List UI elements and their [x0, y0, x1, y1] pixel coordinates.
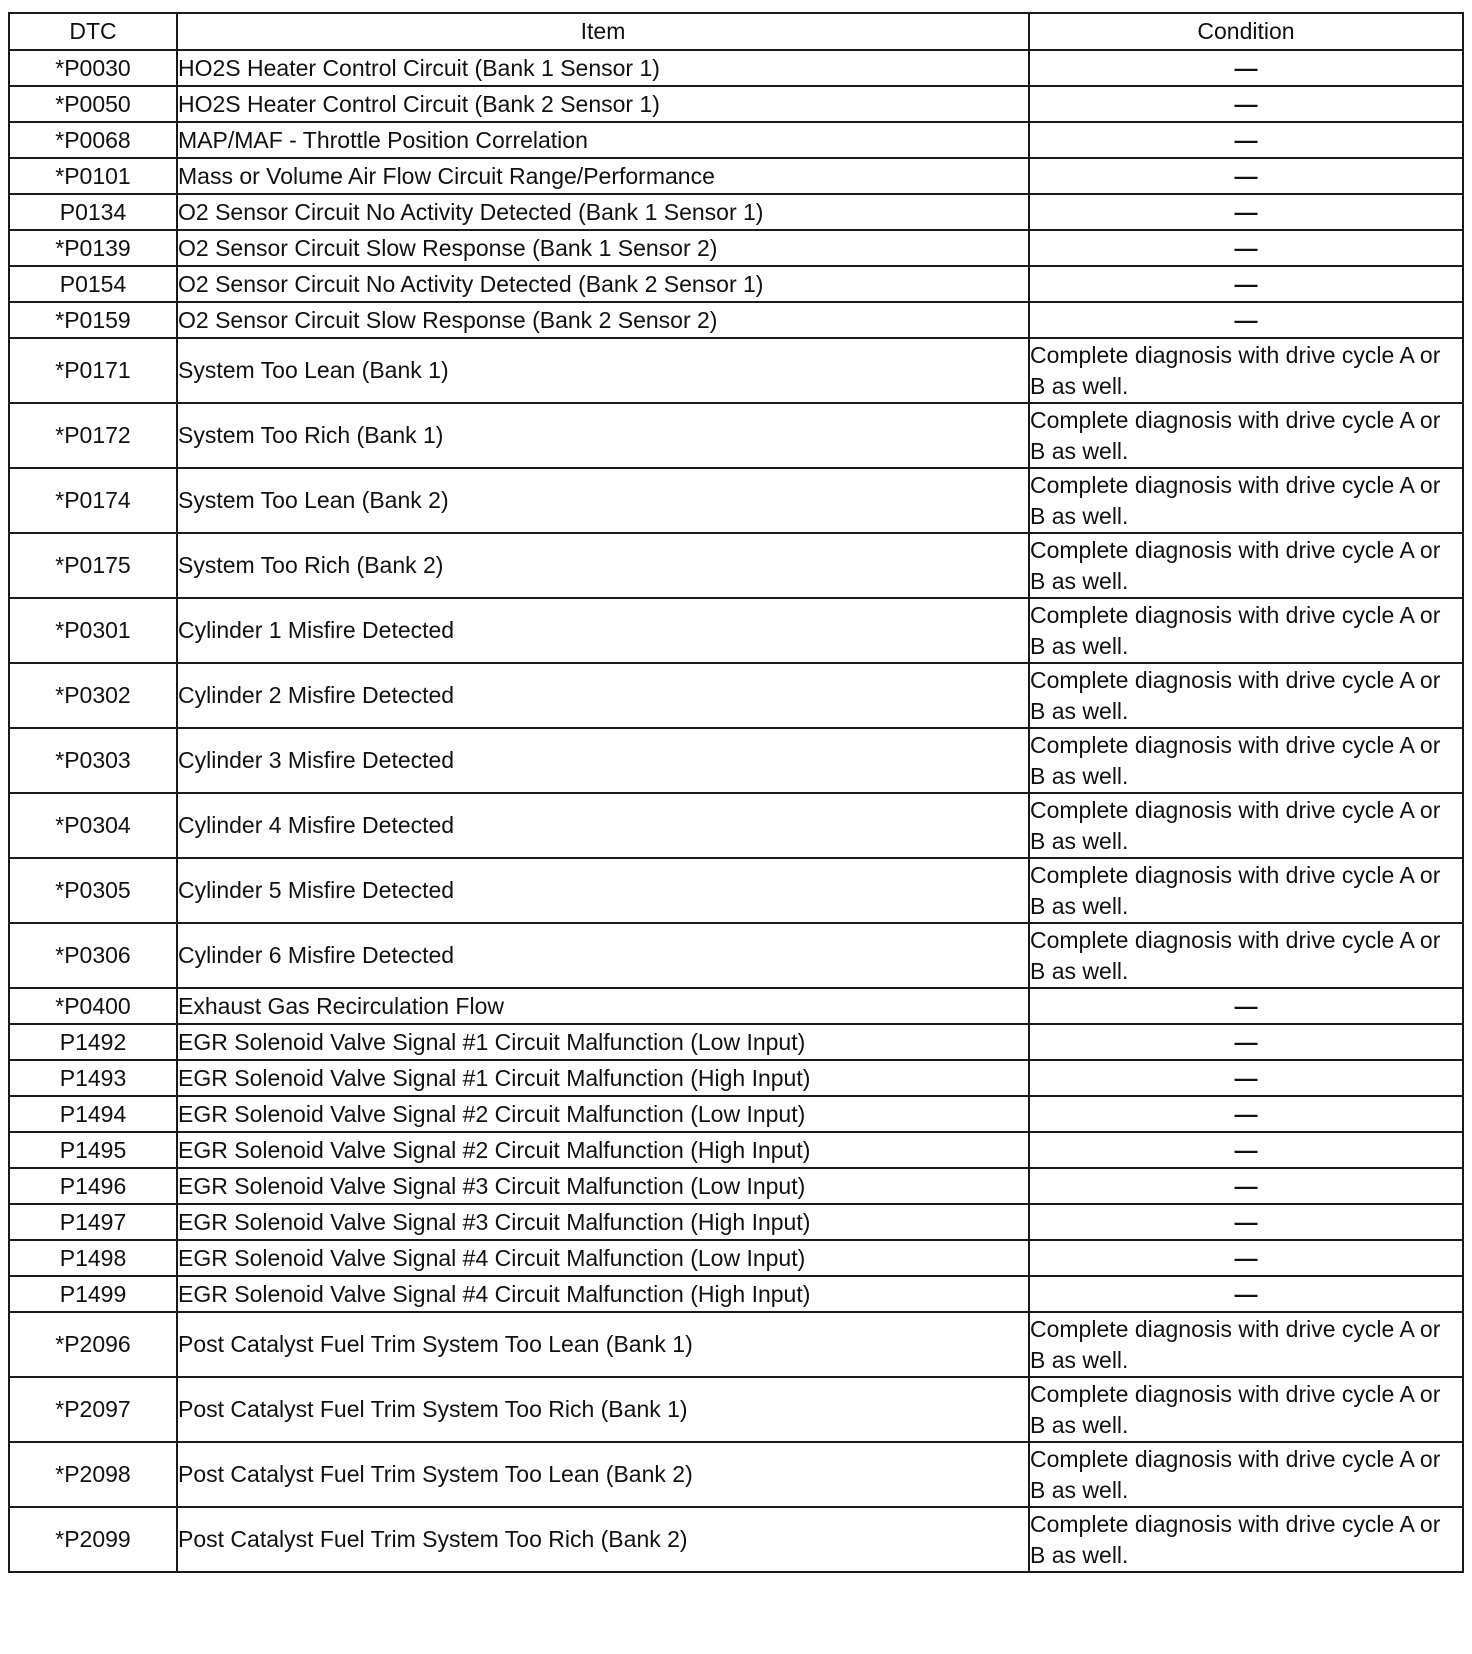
- item-cell: Post Catalyst Fuel Trim System Too Rich (Bank 2): [177, 1507, 1029, 1572]
- dtc-cell: *P0301: [9, 598, 177, 663]
- dtc-cell: *P0302: [9, 663, 177, 728]
- dtc-cell: *P0400: [9, 988, 177, 1024]
- item-cell: System Too Rich (Bank 1): [177, 403, 1029, 468]
- table-row: [9, 302, 1463, 338]
- item-cell: Mass or Volume Air Flow Circuit Range/Performance: [177, 158, 1029, 194]
- condition-cell: [1029, 158, 1463, 194]
- dtc-cell: *P0303: [9, 728, 177, 793]
- condition-cell: Complete diagnosis with drive cycle A or B as well.: [1029, 338, 1463, 403]
- dtc-cell: P1492: [9, 1024, 177, 1060]
- dtc-cell: P0134: [9, 194, 177, 230]
- condition-cell: [1029, 230, 1463, 266]
- dtc-cell: *P0159: [9, 302, 177, 338]
- dtc-cell: *P0030: [9, 50, 177, 86]
- condition-cell: [1029, 194, 1463, 230]
- dtc-cell: P1493: [9, 1060, 177, 1096]
- dtc-cell: *P0172: [9, 403, 177, 468]
- table-row: [9, 1276, 1463, 1312]
- condition-cell: Complete diagnosis with drive cycle A or B as well.: [1029, 728, 1463, 793]
- table-row: [9, 1024, 1463, 1060]
- condition-cell: Complete diagnosis with drive cycle A or B as well.: [1029, 1377, 1463, 1442]
- table-row: [9, 86, 1463, 122]
- condition-dash: —: [1234, 1064, 1258, 1091]
- item-cell: HO2S Heater Control Circuit (Bank 2 Sensor 1): [177, 86, 1029, 122]
- item-cell: O2 Sensor Circuit Slow Response (Bank 1 Sensor 2): [177, 230, 1029, 266]
- dtc-cell: *P0304: [9, 793, 177, 858]
- item-cell: Cylinder 5 Misfire Detected: [177, 858, 1029, 923]
- condition-cell: Complete diagnosis with drive cycle A or B as well.: [1029, 403, 1463, 468]
- condition-cell: [1029, 266, 1463, 302]
- condition-cell: [1029, 1024, 1463, 1060]
- dtc-cell: *P0175: [9, 533, 177, 598]
- dtc-cell: P1498: [9, 1240, 177, 1276]
- dtc-cell: *P0139: [9, 230, 177, 266]
- table-row: [9, 858, 1463, 923]
- condition-dash: —: [1234, 90, 1258, 117]
- column-header-dtc: DTC: [9, 13, 177, 50]
- condition-cell: Complete diagnosis with drive cycle A or B as well.: [1029, 468, 1463, 533]
- condition-dash: —: [1234, 1208, 1258, 1235]
- dtc-table: [8, 12, 1464, 1573]
- table-row: [9, 1096, 1463, 1132]
- table-row: [9, 50, 1463, 86]
- condition-dash: —: [1234, 306, 1258, 333]
- condition-cell: Complete diagnosis with drive cycle A or B as well.: [1029, 923, 1463, 988]
- dtc-cell: P1496: [9, 1168, 177, 1204]
- table-row: [9, 923, 1463, 988]
- item-cell: System Too Lean (Bank 1): [177, 338, 1029, 403]
- item-cell: O2 Sensor Circuit No Activity Detected (Bank 2 Sensor 1): [177, 266, 1029, 302]
- table-row: [9, 1060, 1463, 1096]
- item-cell: Cylinder 4 Misfire Detected: [177, 793, 1029, 858]
- item-cell: Cylinder 3 Misfire Detected: [177, 728, 1029, 793]
- column-header-item: Item: [177, 13, 1029, 50]
- condition-cell: Complete diagnosis with drive cycle A or B as well.: [1029, 858, 1463, 923]
- dtc-cell: P1494: [9, 1096, 177, 1132]
- condition-cell: Complete diagnosis with drive cycle A or B as well.: [1029, 793, 1463, 858]
- condition-cell: [1029, 122, 1463, 158]
- dtc-cell: P1495: [9, 1132, 177, 1168]
- condition-cell: [1029, 1276, 1463, 1312]
- item-cell: O2 Sensor Circuit Slow Response (Bank 2 Sensor 2): [177, 302, 1029, 338]
- table-row: [9, 1377, 1463, 1442]
- condition-dash: —: [1234, 162, 1258, 189]
- column-header-condition: Condition: [1029, 13, 1463, 50]
- item-cell: Cylinder 6 Misfire Detected: [177, 923, 1029, 988]
- condition-dash: —: [1234, 1136, 1258, 1163]
- condition-cell: [1029, 1060, 1463, 1096]
- condition-cell: Complete diagnosis with drive cycle A or B as well.: [1029, 1312, 1463, 1377]
- condition-cell: [1029, 302, 1463, 338]
- condition-cell: [1029, 1204, 1463, 1240]
- dtc-cell: *P2099: [9, 1507, 177, 1572]
- item-cell: Post Catalyst Fuel Trim System Too Lean (Bank 2): [177, 1442, 1029, 1507]
- condition-dash: —: [1234, 1100, 1258, 1127]
- dtc-cell: P1497: [9, 1204, 177, 1240]
- dtc-cell: *P0306: [9, 923, 177, 988]
- item-cell: Exhaust Gas Recirculation Flow: [177, 988, 1029, 1024]
- condition-dash: —: [1234, 198, 1258, 225]
- item-cell: EGR Solenoid Valve Signal #2 Circuit Malfunction (Low Input): [177, 1096, 1029, 1132]
- dtc-cell: *P0305: [9, 858, 177, 923]
- dtc-cell: *P0050: [9, 86, 177, 122]
- table-row: [9, 1240, 1463, 1276]
- table-row: [9, 1442, 1463, 1507]
- item-cell: EGR Solenoid Valve Signal #1 Circuit Malfunction (Low Input): [177, 1024, 1029, 1060]
- table-row: [9, 663, 1463, 728]
- condition-cell: [1029, 86, 1463, 122]
- condition-dash: —: [1234, 234, 1258, 261]
- dtc-cell: *P0101: [9, 158, 177, 194]
- condition-dash: —: [1234, 54, 1258, 81]
- item-cell: EGR Solenoid Valve Signal #4 Circuit Malfunction (Low Input): [177, 1240, 1029, 1276]
- condition-cell: [1029, 1168, 1463, 1204]
- table-row: [9, 230, 1463, 266]
- table-row: [9, 338, 1463, 403]
- dtc-cell: *P0171: [9, 338, 177, 403]
- condition-dash: —: [1234, 126, 1258, 153]
- item-cell: EGR Solenoid Valve Signal #3 Circuit Malfunction (Low Input): [177, 1168, 1029, 1204]
- table-body: [9, 50, 1463, 1572]
- item-cell: EGR Solenoid Valve Signal #2 Circuit Malfunction (High Input): [177, 1132, 1029, 1168]
- item-cell: System Too Lean (Bank 2): [177, 468, 1029, 533]
- condition-cell: [1029, 988, 1463, 1024]
- condition-cell: [1029, 1132, 1463, 1168]
- condition-cell: [1029, 1096, 1463, 1132]
- table-row: [9, 194, 1463, 230]
- table-row: [9, 1312, 1463, 1377]
- item-cell: MAP/MAF - Throttle Position Correlation: [177, 122, 1029, 158]
- condition-cell: [1029, 1240, 1463, 1276]
- condition-cell: Complete diagnosis with drive cycle A or B as well.: [1029, 533, 1463, 598]
- item-cell: System Too Rich (Bank 2): [177, 533, 1029, 598]
- condition-dash: —: [1234, 1028, 1258, 1055]
- table-row: [9, 1132, 1463, 1168]
- condition-dash: —: [1234, 270, 1258, 297]
- dtc-cell: P0154: [9, 266, 177, 302]
- table-row: [9, 122, 1463, 158]
- table-row: [9, 266, 1463, 302]
- table-row: [9, 533, 1463, 598]
- item-cell: HO2S Heater Control Circuit (Bank 1 Sensor 1): [177, 50, 1029, 86]
- dtc-cell: *P0068: [9, 122, 177, 158]
- table-row: [9, 1168, 1463, 1204]
- table-row: [9, 793, 1463, 858]
- item-cell: EGR Solenoid Valve Signal #1 Circuit Malfunction (High Input): [177, 1060, 1029, 1096]
- condition-cell: Complete diagnosis with drive cycle A or B as well.: [1029, 663, 1463, 728]
- item-cell: EGR Solenoid Valve Signal #3 Circuit Malfunction (High Input): [177, 1204, 1029, 1240]
- condition-cell: Complete diagnosis with drive cycle A or B as well.: [1029, 598, 1463, 663]
- item-cell: Post Catalyst Fuel Trim System Too Rich (Bank 1): [177, 1377, 1029, 1442]
- item-cell: O2 Sensor Circuit No Activity Detected (Bank 1 Sensor 1): [177, 194, 1029, 230]
- condition-cell: Complete diagnosis with drive cycle A or B as well.: [1029, 1507, 1463, 1572]
- table-row: [9, 1204, 1463, 1240]
- dtc-cell: *P2098: [9, 1442, 177, 1507]
- table-header-row: [9, 13, 1463, 50]
- condition-dash: —: [1234, 1244, 1258, 1271]
- condition-dash: —: [1234, 992, 1258, 1019]
- dtc-cell: P1499: [9, 1276, 177, 1312]
- condition-dash: —: [1234, 1172, 1258, 1199]
- table-row: [9, 1507, 1463, 1572]
- table-row: [9, 158, 1463, 194]
- table-row: [9, 988, 1463, 1024]
- condition-dash: —: [1234, 1280, 1258, 1307]
- item-cell: Cylinder 2 Misfire Detected: [177, 663, 1029, 728]
- condition-cell: Complete diagnosis with drive cycle A or B as well.: [1029, 1442, 1463, 1507]
- item-cell: Post Catalyst Fuel Trim System Too Lean (Bank 1): [177, 1312, 1029, 1377]
- dtc-cell: *P2096: [9, 1312, 177, 1377]
- table-row: [9, 598, 1463, 663]
- item-cell: Cylinder 1 Misfire Detected: [177, 598, 1029, 663]
- table-row: [9, 468, 1463, 533]
- item-cell: EGR Solenoid Valve Signal #4 Circuit Malfunction (High Input): [177, 1276, 1029, 1312]
- condition-cell: [1029, 50, 1463, 86]
- dtc-cell: *P2097: [9, 1377, 177, 1442]
- table-row: [9, 403, 1463, 468]
- dtc-cell: *P0174: [9, 468, 177, 533]
- table-row: [9, 728, 1463, 793]
